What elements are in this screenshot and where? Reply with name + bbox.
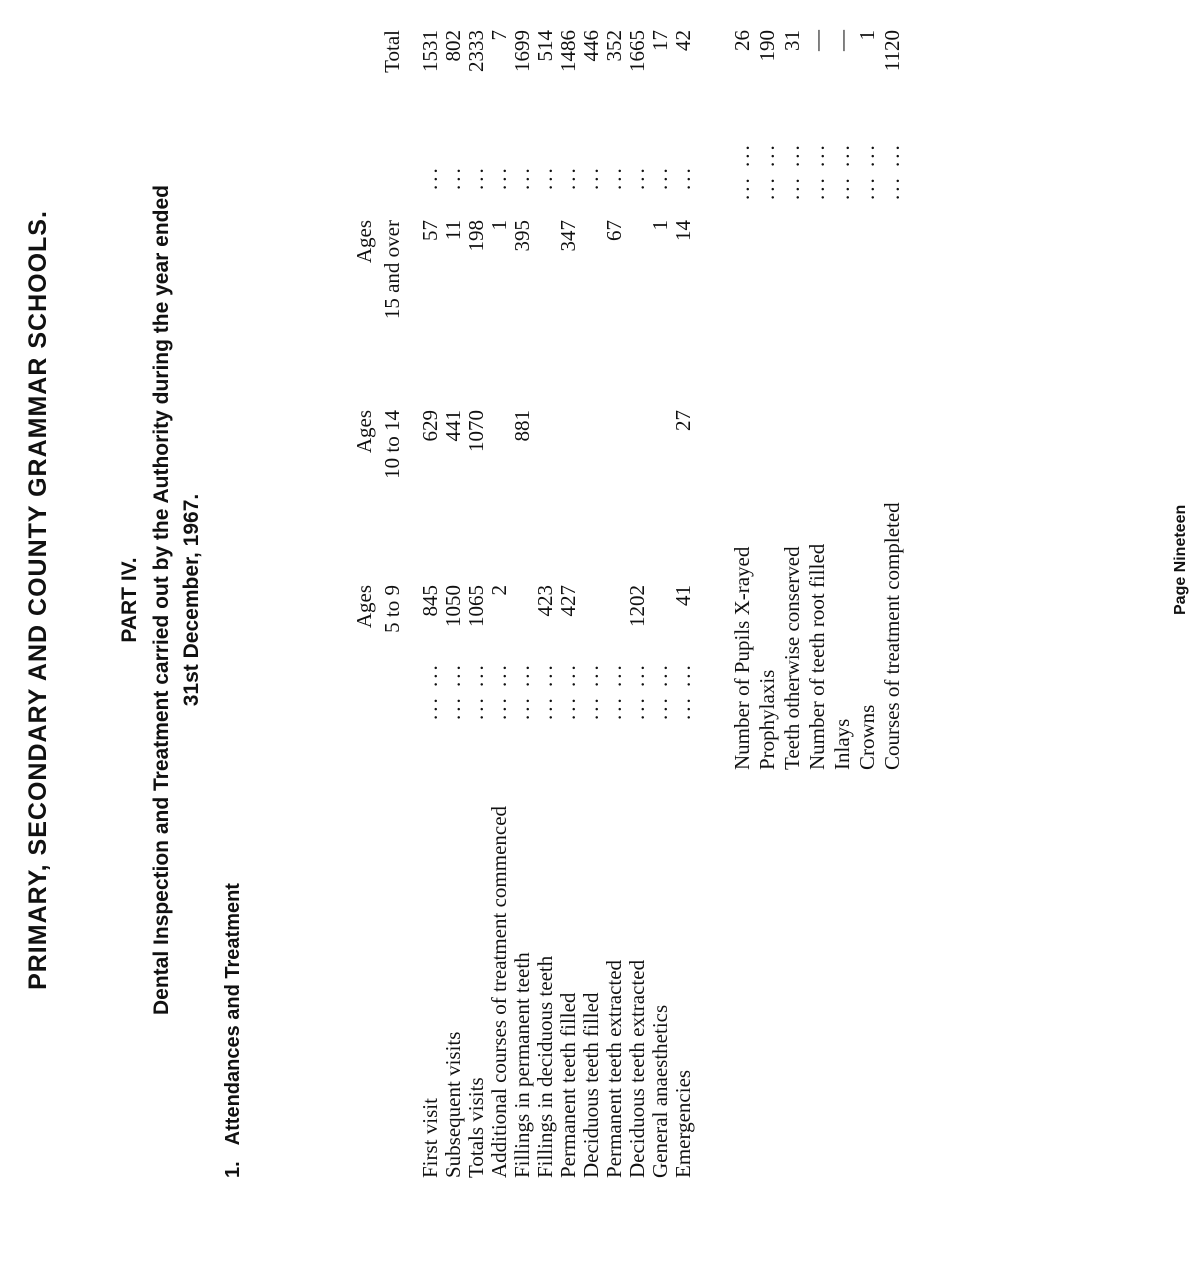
column-header-line: Total	[380, 30, 404, 73]
cell-total: 1486	[556, 30, 580, 72]
leader-dots: ... ...	[418, 662, 442, 720]
table-row-label: Permanent teeth filled	[556, 992, 580, 1178]
leader-dots: ...	[625, 165, 649, 190]
column-header-line: 10 to 14	[380, 410, 404, 479]
summary-total: 26	[730, 30, 754, 51]
cell-15-and-over: 198	[464, 220, 488, 252]
leader-dots: ... ...	[556, 662, 580, 720]
cell-5-to-9: 845	[418, 585, 442, 617]
cell-15-and-over: 57	[418, 220, 442, 241]
leader-dots: ... ...	[780, 142, 804, 200]
leader-dots: ... ...	[533, 662, 557, 720]
summary-label: Teeth otherwise conserved	[780, 546, 804, 770]
cell-total: 1665	[625, 30, 649, 72]
section-label: Attendances and Treatment	[222, 883, 244, 1146]
table-row-label: Totals visits	[464, 1077, 488, 1178]
cell-total: 802	[441, 30, 465, 62]
cell-5-to-9: 1050	[441, 585, 465, 627]
cell-10-to-14: 881	[510, 410, 534, 442]
column-header-line: Ages	[352, 220, 376, 264]
summary-label: Courses of treatment completed	[880, 502, 904, 770]
leader-dots: ...	[556, 165, 580, 190]
section-number: 1.	[222, 1161, 244, 1178]
leader-dots: ...	[648, 165, 672, 190]
leader-dots: ... ...	[464, 662, 488, 720]
column-header-10-to-14	[350, 410, 406, 500]
report-heading: Dental Inspection and Treatment carried out by the Authority during the year ended	[150, 185, 173, 1016]
page-number: Page Nineteen	[1172, 504, 1189, 615]
summary-total: 1	[855, 30, 879, 41]
leader-dots: ... ...	[805, 142, 829, 200]
table-row-label: Deciduous teeth extracted	[625, 959, 649, 1178]
column-header-line: Ages	[352, 585, 376, 629]
cell-total: 7	[487, 30, 511, 41]
section-title	[222, 883, 245, 1178]
leader-dots: ...	[464, 165, 488, 190]
table-row-label: Subsequent visits	[441, 1031, 465, 1178]
leader-dots: ...	[533, 165, 557, 190]
table-row-label: Emergencies	[671, 1069, 695, 1178]
part-heading: PART IV.	[118, 557, 141, 643]
cell-5-to-9: 1202	[625, 585, 649, 627]
leader-dots: ... ...	[671, 662, 695, 720]
leader-dots: ... ...	[855, 142, 879, 200]
leader-dots: ... ...	[730, 142, 754, 200]
cell-5-to-9: 41	[671, 585, 695, 606]
leader-dots: ...	[418, 165, 442, 190]
cell-10-to-14: 1070	[464, 410, 488, 452]
column-header-line: 5 to 9	[380, 585, 404, 633]
leader-dots: ...	[579, 165, 603, 190]
summary-label: Number of Pupils X-rayed	[730, 546, 754, 770]
cell-15-and-over: 1	[487, 220, 511, 231]
summary-total: —	[805, 30, 829, 51]
leader-dots: ... ...	[602, 662, 626, 720]
leader-dots: ...	[602, 165, 626, 190]
cell-total: 1531	[418, 30, 442, 72]
summary-label: Inlays	[830, 718, 854, 770]
summary-total: —	[830, 30, 854, 51]
leader-dots: ... ...	[755, 142, 779, 200]
cell-total: 514	[533, 30, 557, 62]
cell-total: 446	[579, 30, 603, 62]
cell-5-to-9: 1065	[464, 585, 488, 627]
summary-total: 31	[780, 30, 804, 51]
cell-15-and-over: 67	[602, 220, 626, 241]
summary-label: Crowns	[855, 704, 879, 770]
leader-dots: ... ...	[487, 662, 511, 720]
leader-dots: ... ...	[648, 662, 672, 720]
leader-dots: ... ...	[579, 662, 603, 720]
summary-label: Number of teeth root filled	[805, 543, 829, 770]
cell-10-to-14: 27	[671, 410, 695, 431]
page-title: PRIMARY, SECONDARY AND COUNTY GRAMMAR SCHOOLS.	[24, 210, 52, 990]
cell-10-to-14: 441	[441, 410, 465, 442]
cell-15-and-over: 14	[671, 220, 695, 241]
cell-15-and-over: 347	[556, 220, 580, 252]
cell-15-and-over: 11	[441, 220, 465, 241]
table-row-label: First visit	[418, 1098, 442, 1178]
table-row-label: Fillings in deciduous teeth	[533, 955, 557, 1178]
leader-dots: ...	[487, 165, 511, 190]
cell-15-and-over: 1	[648, 220, 672, 231]
table-row-label: Deciduous teeth filled	[579, 992, 603, 1178]
leader-dots: ...	[441, 165, 465, 190]
table-row-label: Additional courses of treatment commenced	[487, 805, 511, 1178]
summary-total: 1120	[880, 30, 904, 72]
column-header-line: 15 and over	[380, 220, 404, 320]
table-row-label: Fillings in permanent teeth	[510, 952, 534, 1178]
summary-total: 190	[755, 30, 779, 62]
report-heading-date: 31st December, 1967.	[180, 493, 203, 707]
column-header-5-to-9	[350, 585, 406, 645]
cell-5-to-9: 423	[533, 585, 557, 617]
summary-label: Prophylaxis	[755, 669, 779, 770]
column-header-line: Ages	[352, 410, 376, 454]
cell-total: 42	[671, 30, 695, 51]
column-header-total	[378, 30, 406, 110]
table-row-label: General anaesthetics	[648, 1004, 672, 1178]
cell-10-to-14: 629	[418, 410, 442, 442]
leader-dots: ... ...	[510, 662, 534, 720]
cell-total: 2333	[464, 30, 488, 72]
leader-dots: ... ...	[880, 142, 904, 200]
leader-dots: ... ...	[830, 142, 854, 200]
cell-5-to-9: 427	[556, 585, 580, 617]
column-header-15-and-over	[350, 220, 406, 335]
table-row-label: Permanent teeth extracted	[602, 959, 626, 1178]
cell-5-to-9: 2	[487, 585, 511, 596]
leader-dots: ...	[671, 165, 695, 190]
cell-total: 1699	[510, 30, 534, 72]
cell-15-and-over: 395	[510, 220, 534, 252]
leader-dots: ...	[510, 165, 534, 190]
leader-dots: ... ...	[625, 662, 649, 720]
leader-dots: ... ...	[441, 662, 465, 720]
cell-total: 352	[602, 30, 626, 62]
cell-total: 17	[648, 30, 672, 51]
